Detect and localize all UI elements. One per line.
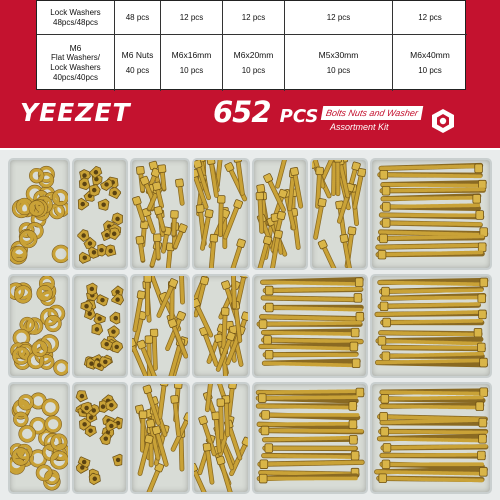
long-bolt: [262, 312, 364, 321]
spec-table: [36, 0, 466, 90]
long-bolt: [382, 203, 478, 212]
cell-text: 10 pcs: [241, 66, 266, 76]
long-bolt: [380, 434, 487, 443]
piece-count-number: 652: [213, 95, 271, 129]
long-bolt: [264, 328, 359, 337]
tray-compartment: [192, 158, 250, 270]
table-cell: [285, 35, 393, 91]
cell-text: 12 pcs: [326, 12, 351, 22]
cell-spec: M6x20mm: [233, 49, 274, 60]
washer: [43, 400, 57, 414]
compartment-contents: [254, 384, 366, 492]
bolt: [171, 395, 179, 434]
table-cell: [393, 1, 467, 35]
long-bolt: [381, 211, 483, 220]
cell-text: 12 pcs: [241, 12, 266, 22]
bolt: [256, 192, 264, 231]
tray-compartment: [310, 158, 368, 270]
long-bolt: [383, 294, 486, 303]
compartment-contents: [74, 276, 126, 376]
brand-logo: YEEZET: [20, 98, 131, 127]
cell-text: 10 pcs: [326, 66, 351, 76]
long-bolt: [259, 320, 360, 329]
long-bolt: [378, 250, 482, 259]
bolt: [225, 199, 243, 237]
washer: [54, 247, 68, 261]
long-bolt: [381, 164, 482, 173]
long-bolt: [381, 328, 482, 337]
compartment-contents: [372, 276, 490, 376]
table-cell: [115, 35, 161, 91]
bolt: [154, 206, 164, 230]
piece-count-unit: PCS: [279, 106, 319, 127]
compartment-contents: [194, 160, 248, 268]
bolt: [136, 236, 144, 261]
table-cell: [161, 1, 223, 35]
compartment-contents: [132, 160, 188, 268]
long-bolt: [378, 243, 486, 252]
compartment-contents: [10, 276, 68, 376]
tray-compartment: [72, 274, 128, 378]
table-cell: [223, 35, 285, 91]
long-bolt: [265, 286, 360, 295]
bolt: [210, 234, 218, 268]
bolt: [278, 160, 292, 186]
compartment-contents: [372, 384, 490, 492]
cell-text: 48 pcs: [125, 12, 150, 22]
table-cell: [393, 35, 467, 91]
compartment-contents: [74, 384, 126, 492]
long-bolt: [261, 342, 358, 351]
long-bolt: [380, 278, 488, 287]
cell-text: Lock Washers: [50, 7, 101, 17]
bolt: [175, 179, 183, 204]
long-bolt: [377, 310, 486, 319]
tray-compartment: [130, 158, 190, 270]
table-cell: [115, 1, 161, 35]
cell-spec: M6 Nuts: [121, 49, 154, 60]
long-bolt: [259, 474, 356, 483]
long-bolt: [259, 420, 357, 429]
tray-compartment: [8, 274, 70, 378]
tray-compartment: [72, 382, 128, 494]
piece-count: [213, 95, 318, 129]
long-bolt: [377, 468, 487, 477]
long-bolt: [380, 170, 480, 179]
long-bolt: [383, 443, 486, 452]
long-bolt: [263, 278, 363, 287]
bolt: [132, 196, 143, 220]
table-cell: [285, 1, 393, 35]
compartment-contents: [372, 160, 490, 268]
table-cell: [161, 35, 223, 91]
cell-text: Flat Washers/: [50, 53, 101, 63]
compartment-contents: [194, 276, 248, 376]
compartment-contents: [254, 276, 366, 376]
tray-compartment: [192, 382, 250, 494]
long-bolt: [382, 219, 480, 228]
table-cell: [37, 1, 115, 35]
compartment-contents: [254, 160, 306, 268]
tray-compartment: [370, 158, 492, 270]
bolt: [160, 384, 169, 417]
long-bolt: [265, 350, 356, 359]
bolt: [230, 239, 246, 268]
washer: [20, 427, 34, 441]
long-bolt: [378, 337, 481, 346]
long-bolt: [380, 302, 478, 311]
tray-compartment: [252, 274, 368, 378]
table-cell: [37, 35, 115, 91]
compartment-contents: [194, 384, 248, 492]
cell-text: 10 pcs: [179, 66, 204, 76]
compartment-contents: [10, 384, 68, 492]
long-bolt: [265, 303, 361, 312]
tray-compartment: [8, 158, 70, 270]
tray-compartment: [370, 382, 492, 494]
compartment-contents: [74, 160, 126, 268]
long-bolt: [383, 318, 482, 327]
product-label: [0, 0, 500, 148]
long-bolt: [265, 435, 358, 444]
compartment-contents: [132, 276, 188, 376]
long-bolt: [263, 294, 361, 303]
long-bolt: [260, 460, 362, 469]
tray-compartment: [72, 158, 128, 270]
tray-compartment: [370, 274, 492, 378]
cell-text: 12 pcs: [418, 12, 442, 22]
bolt: [258, 236, 272, 268]
tray-compartment: [8, 382, 70, 494]
tray-compartment: [252, 158, 308, 270]
long-bolt: [382, 402, 484, 411]
cell-text: 40pcs/40pcs: [53, 73, 98, 83]
cell-spec: M6: [69, 42, 82, 53]
compartment-contents: [10, 160, 68, 268]
tray-compartment: [252, 382, 368, 494]
long-bolt: [264, 359, 360, 368]
cell-text: Lock Washers: [50, 63, 101, 73]
product-subtitle: Assortment Kit: [330, 122, 389, 132]
long-bolt: [381, 394, 483, 403]
long-bolt: [378, 358, 488, 367]
bolt: [177, 276, 185, 302]
cell-text: 10 pcs: [418, 66, 442, 76]
cell-text: 40 pcs: [125, 66, 150, 76]
tray-compartment: [130, 382, 190, 494]
product-tagline: Bolts Nuts and Washer: [321, 106, 423, 120]
long-bolt: [382, 451, 485, 460]
washer: [55, 362, 67, 374]
cell-text: 12 pcs: [179, 12, 204, 22]
tray-compartment: [192, 274, 250, 378]
compartment-contents: [132, 384, 188, 492]
bolt: [146, 463, 164, 492]
tray-compartment: [130, 274, 190, 378]
long-bolt: [383, 194, 480, 203]
cell-spec: M6x16mm: [171, 49, 212, 60]
table-cell: [223, 1, 285, 35]
bolt: [217, 160, 225, 185]
long-bolt: [264, 451, 359, 460]
washer: [46, 417, 60, 431]
long-bolt: [262, 411, 358, 420]
hex-nut-icon: [430, 108, 456, 134]
organizer-tray: [0, 150, 500, 500]
long-bolt: [382, 388, 488, 397]
bolt: [318, 239, 338, 268]
cell-spec: M6x40mm: [410, 49, 450, 60]
cell-text: 48pcs/48pcs: [53, 17, 98, 27]
long-bolt: [265, 444, 355, 453]
cell-spec: M5x30mm: [318, 49, 359, 60]
compartment-contents: [312, 160, 366, 268]
